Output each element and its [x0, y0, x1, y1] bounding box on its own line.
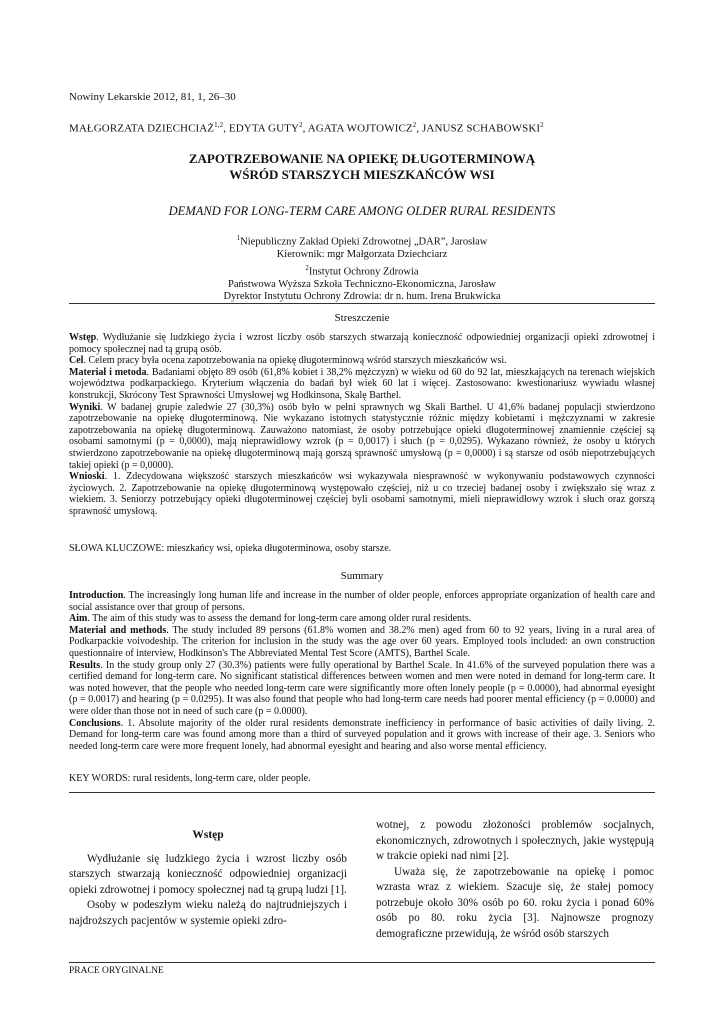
- summary-heading: Summary: [340, 570, 384, 582]
- author-list: MAŁGORZATA DZIECHCIAŻ$^{1,2}$, EDYTA GUTY$^2$, AGATA WOJTOWICZ$^2$, JANUSZ SCHABOWSKI$^2$: [69, 121, 544, 135]
- author-name: JANUSZ SCHABOWSKI: [422, 122, 541, 135]
- abstract-paragraph: Wyniki. W badanej grupie zaledwie 27 (30,3%) osób było w pełni sprawnych wg Skali Barthel. U 41,6% badanej populacji stwierdzono zapotrzebowanie na opiekę długoterminową. Nie wykazano istotnych statystycznie różnic między kobietami i mężczyznami w zakresie zapotrzebowania na opiekę długoterminową. Zauważono natomiast, że osoby potrzebujące opieki długoterminowej znamiennie częściej są osobami samotnymi (p = 0,0000), mają nieprawidłowy wzrok (p = 0,0017) i słuch (p = 0,0295). Wykazano również, że osoby u których stwierdzono zapotrzebowanie na opiekę długoterminową mają gorszą sprawność umysłową (p = 0,0000) i są starsze od osób niepotrzebujących takiej opieki (p = 0,0000).: [69, 401, 655, 471]
- english-title: DEMAND FOR LONG-TERM CARE AMONG OLDER RURAL RESIDENTS: [168, 204, 556, 218]
- divider: [69, 792, 655, 793]
- summary-abstract: [69, 590, 655, 752]
- abstract-paragraph: Wnioski. 1. Zdecydowana większość starszych mieszkańców wsi wykazywała niesprawność w wykonywaniu podstawowych czynności życiowych. 2. Zapotrzebowanie na opiekę długoterminową występowało częściej, niż u co trzeciej badanej osoby i zwiększało się wraz z wiekiem. 3. Seniorzy potrzebujący opieki długoterminowej częściej byli osobami samotnymi, mieli nieprawidłowy wzrok i słuch oraz gorszą sprawność umysłową.: [69, 471, 655, 517]
- abstract-paragraph: Introduction. The increasingly long human life and increase in the number of older people, enforces appropriate organization of health care and social assistance over that group of persons.: [69, 590, 655, 613]
- divider: [69, 303, 655, 304]
- author-name: EDYTA GUTY: [228, 122, 299, 135]
- section-heading: Wstęp: [192, 829, 224, 841]
- body-paragraph: Osoby w podeszłym wieku należą do najtrudniejszych i najdroższych pacjentów w systemie opieki zdro-: [69, 899, 347, 927]
- affiliation-line: $^2$Instytut Ochrony Zdrowia: [305, 263, 419, 277]
- abstract-paragraph: Aim. The aim of this study was to assess the demand for long-term care among older rural residents.: [69, 613, 472, 625]
- affiliation-line: Kierownik: mgr Małgorzata Dziechciarz: [276, 249, 448, 260]
- journal-citation: Nowiny Lekarskie 2012, 81, 1, 26–30: [69, 91, 236, 103]
- body-paragraph: Wydłużanie się ludzkiego życia i wzrost liczby osób starszych stwarzają konieczność odpowiedniej organizacji opieki zdrowotnej i pomocy społecznej nad tą grupą ludzi [1].: [69, 852, 347, 896]
- polish-keywords: SŁOWA KLUCZOWE: mieszkańcy wsi, opieka długoterminowa, osoby starsze.: [69, 543, 392, 554]
- abstract-paragraph: Wstęp. Wydłużanie się ludzkiego życia i wzrost liczby osób starszych stwarzają konieczność odpowiedniej organizacji opieki zdrowotnej i pomocy społecznej nad tą grupą osób.: [69, 332, 655, 355]
- author-affiliation-sup: 2: [299, 121, 303, 129]
- author-affiliation-sup: 1,2: [214, 121, 224, 129]
- streszczenie-heading: Streszczenie: [334, 312, 390, 324]
- footer-section-label: PRACE ORYGINALNE: [69, 966, 164, 976]
- body-paragraph: wotnej, z powodu złożoności problemów socjalnych, ekonomicznych, zdrowotnych i społecznych, jakie występują w trakcie opieki nad nimi [2].: [376, 819, 654, 862]
- footer-divider: [69, 962, 655, 963]
- abstract-paragraph: Conclusions. 1. Absolute majority of the older rural residents demonstrate inefficiency in performance of basic activities of daily living. 2. Demand for long-term care was found among more than a third of surveyed population and it grows with increase of their age. 3. Seniors who needed long-term care were more frequent lonely, had abnormal eyesight and hearing and also worse mental efficiency.: [69, 717, 655, 752]
- abstract-paragraph: Material and methods. The study included 89 persons (61.8% women and 38.2% men) aged from 60 to 92 years, living in a rural area of Podkarpackie voivodeship. The criterion for inclusion in the study was the age over 60 years. Employed tools included: an own construction questionnaire of interview, Hodkinson's The Abbreviated Mental Test Score (AMTS), Barthel Scale.: [69, 624, 655, 659]
- paper-title: [69, 151, 655, 183]
- abstract-paragraph: Materiał i metoda. Badaniami objęto 89 osób (61,8% kobiet i 38,2% mężczyzn) w wieku od 60 do 92 lat, mieszkających na terenach wiejskich województwa podkarpackiego. Kryterium włączenia do badań był wiek 60 lat i więcej. Zastosowano: kwestionariusz wywiadu własnej konstrukcji, Skrócony Test Sprawności Umysłowej wg Hodkinsona, Skalę Barthel.: [69, 366, 655, 401]
- abstract-paragraph: Cel. Celem pracy była ocena zapotrzebowania na opiekę długoterminową wśród starszych mieszkańców wsi.: [69, 355, 507, 367]
- author-affiliation-sup: 2: [540, 121, 544, 129]
- english-keywords: KEY WORDS: rural residents, long-term care, older people.: [69, 773, 311, 784]
- author-name: MAŁGORZATA DZIECHCIAŻ: [69, 122, 215, 135]
- title-line: WŚRÓD STARSZYCH MIESZKAŃCÓW WSI: [229, 167, 495, 182]
- right-column: [376, 818, 654, 942]
- left-column: [69, 828, 347, 929]
- affiliation-line: $^1$Niepubliczny Zakład Opieki Zdrowotnej „DAR”, Jarosław: [236, 234, 488, 248]
- abstract-paragraph: Results. In the study group only 27 (30.3%) patients were fully operational by Barthel Scale. In 41.6% of the surveyed population there was a certified demand for long-term care. No significant statistical differences between women and men were noted in demand for long-term care. It was noted however, that the people who needed long-term care were significantly more often lonely people (p = 0.0000), had abnormal eyesight (p = 0.0017) and hearing (p = 0.0295). It was also found that people who had long-term care needs had poorer mental efficiency (p = 0.0000) and were older than those not in need of such care (p = 0.0000).: [69, 659, 655, 717]
- body-paragraph: Uważa się, że zapotrzebowanie na opiekę i pomoc wzrasta wraz z wiekiem. Szacuje się, że stałej pomocy potrzebuje około 30% osób po 60. roku życia i ponad 60% osób po 80. roku życia [3]. Najnowsze prognozy demograficzne przewidują, że wśród osób starszych: [376, 865, 654, 940]
- affiliation-line: Dyrektor Instytutu Ochrony Zdrowia: dr n. hum. Irena Brukwicka: [223, 291, 501, 302]
- author-affiliation-sup: 2: [412, 121, 417, 129]
- author-name: AGATA WOJTOWICZ: [307, 122, 413, 135]
- affiliations: [69, 232, 655, 304]
- title-line: ZAPOTRZEBOWANIE NA OPIEKĘ DŁUGOTERMINOWĄ: [188, 151, 536, 166]
- streszczenie-abstract: [69, 332, 655, 518]
- affiliation-line: Państwowa Wyższa Szkoła Techniczno-Ekonomiczna, Jarosław: [228, 278, 496, 290]
